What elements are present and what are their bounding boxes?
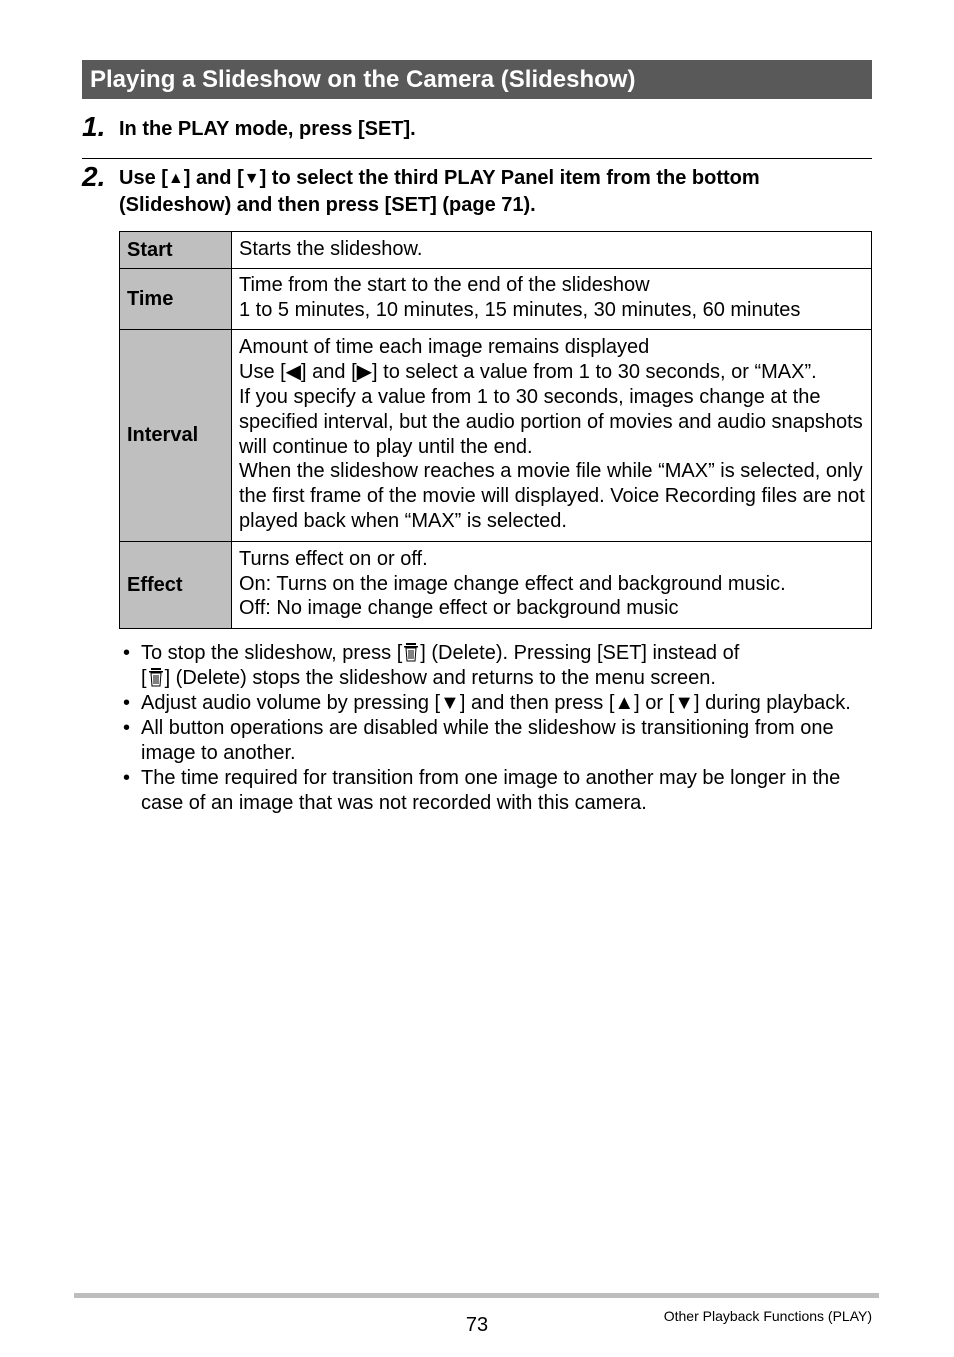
notes-list [119, 641, 871, 816]
row-description: Amount of time each image remains displayed Use [◀] and [▶] to select a value from 1 to 30 seconds, or “MAX”. If you specify a value from 1 to 30 seconds, images change at the specified interval, but the audio portion of movies and audio snapshots will continue to play until the end. When the slideshow reaches a movie file while “MAX” is selected, only the first frame of the movie will displayed. Voice Recording files are not played back when “MAX” is selected. [232, 330, 872, 542]
row-term: Time [120, 269, 232, 330]
row-term: Start [120, 232, 232, 269]
footer-rule [74, 1293, 879, 1298]
list-item: • Adjust audio volume by pressing [▼] and then press [▲] or [▼] during playback. [123, 692, 851, 714]
bullet: • [123, 692, 131, 714]
step-text: Use [▲] and [▼] to select the third PLAY Panel item from the bottom (Slideshow) and then press [SET] (page 71). [119, 167, 760, 216]
list-item: • All button operations are disabled while the slideshow is transitioning from one image to another. [123, 717, 834, 764]
row-description: Turns effect on or off. On: Turns on the image change effect and background music. Off: No image change effect or background music [232, 542, 872, 629]
page-number: 73 [465, 1314, 489, 1336]
footer-section-label: Other Playback Functions (PLAY) [663, 1308, 872, 1324]
trash-icon [147, 667, 165, 687]
table-row [120, 542, 872, 629]
table-row [120, 232, 872, 269]
step-divider [82, 158, 872, 159]
row-description: Time from the start to the end of the slideshow 1 to 5 minutes, 10 minutes, 15 minutes, 30 minutes, 60 minutes [232, 269, 872, 330]
bullet: • [123, 717, 131, 739]
row-term: Interval [120, 330, 232, 542]
down-arrow-icon: ▼ [243, 170, 260, 187]
up-arrow-icon: ▲ [167, 170, 184, 187]
table-row [120, 269, 872, 330]
table-row [120, 330, 872, 542]
settings-table [119, 231, 872, 629]
step-number: 1. [82, 111, 106, 142]
trash-icon [402, 642, 420, 662]
row-description: Starts the slideshow. [232, 232, 872, 269]
row-term: Effect [120, 542, 232, 629]
list-item: • To stop the slideshow, press [ ] (Delete). Pressing [SET] instead of [ ] (Delete) stops the slideshow and returns to the menu screen. [123, 642, 740, 689]
bullet: • [123, 767, 131, 789]
step-text: In the PLAY mode, press [SET]. [119, 118, 416, 140]
bullet: • [123, 642, 131, 664]
step-number: 2. [82, 161, 106, 192]
list-item: • The time required for transition from one image to another may be longer in the case of an image that was not recorded with this camera. [123, 767, 841, 814]
section-title: Playing a Slideshow on the Camera (Slideshow) [82, 60, 872, 99]
